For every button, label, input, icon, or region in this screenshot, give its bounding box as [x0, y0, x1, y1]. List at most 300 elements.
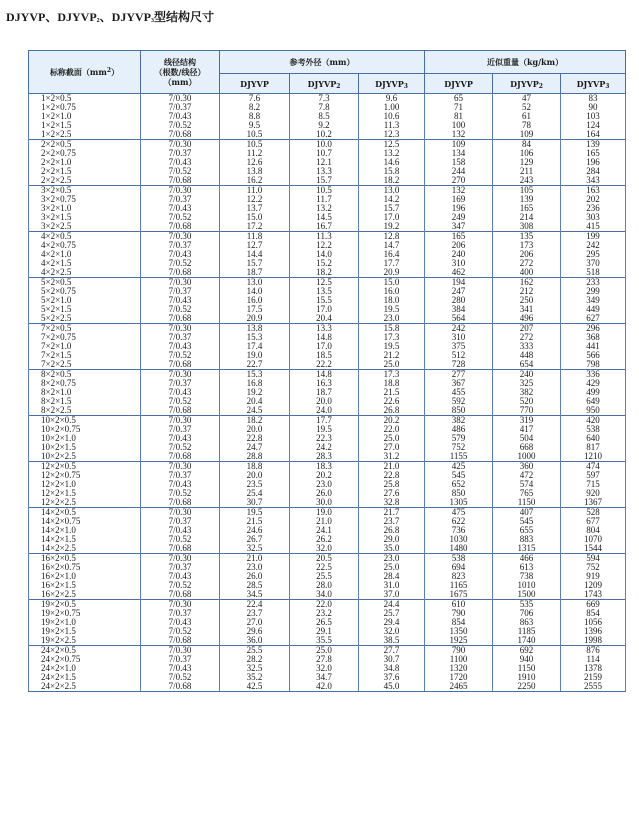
table-row: [29, 655, 626, 664]
cell-nominal-section: 12×2×0.75: [29, 471, 141, 480]
table-row: [29, 140, 626, 150]
table-row: [29, 360, 626, 370]
table-row: [29, 627, 626, 636]
cell-djyvp3-weight: 343: [561, 176, 626, 186]
cell-djyvp3-weight: 233: [561, 278, 626, 288]
cell-nominal-section: 1×2×2.5: [29, 130, 141, 140]
cell-djyvp-weight: 71: [425, 103, 493, 112]
cell-conductor-structure: 7/0.43: [141, 526, 220, 535]
table-row: [29, 213, 626, 222]
header-conductor-structure: [141, 51, 220, 94]
cell-djyvp2-weight: 1150: [493, 664, 561, 673]
table-row: [29, 195, 626, 204]
cell-djyvp2-weight: 466: [493, 554, 561, 564]
cell-djyvp2-weight: 1740: [493, 636, 561, 646]
cell-conductor-structure: 7/0.52: [141, 121, 220, 130]
cell-djyvp2-diameter: 25.5: [290, 572, 359, 581]
cell-conductor-structure: 7/0.52: [141, 443, 220, 452]
cell-djyvp2-diameter: 15.7: [290, 176, 359, 186]
cell-conductor-structure: 7/0.30: [141, 462, 220, 472]
cell-djyvp3-weight: 876: [561, 646, 626, 656]
cell-djyvp-diameter: 26.7: [220, 535, 290, 544]
cell-conductor-structure: 7/0.37: [141, 333, 220, 342]
cell-djyvp-weight: 242: [425, 324, 493, 334]
cell-conductor-structure: 7/0.52: [141, 489, 220, 498]
cell-djyvp2-weight: 668: [493, 443, 561, 452]
cell-djyvp3-weight: 474: [561, 462, 626, 472]
cell-djyvp2-diameter: 42.0: [290, 682, 359, 692]
cell-nominal-section: 10×2×2.5: [29, 452, 141, 462]
cell-nominal-section: 8×2×2.5: [29, 406, 141, 416]
cell-djyvp-weight: 462: [425, 268, 493, 278]
cell-djyvp-diameter: 12.6: [220, 158, 290, 167]
header-structure-line: （根数/线径）: [154, 67, 206, 77]
cell-djyvp3-weight: 919: [561, 572, 626, 581]
cell-djyvp-diameter: 20.9: [220, 314, 290, 324]
cell-djyvp2-diameter: 21.0: [290, 517, 359, 526]
cell-djyvp-diameter: 11.8: [220, 232, 290, 242]
cell-djyvp-diameter: 21.5: [220, 517, 290, 526]
cell-djyvp3-weight: 295: [561, 250, 626, 259]
cell-djyvp-diameter: 23.0: [220, 563, 290, 572]
cell-djyvp2-diameter: 14.8: [290, 333, 359, 342]
cell-djyvp2-diameter: 11.3: [290, 232, 359, 242]
cell-conductor-structure: 7/0.30: [141, 646, 220, 656]
cell-nominal-section: 3×2×1.0: [29, 204, 141, 213]
cell-djyvp-weight: 790: [425, 646, 493, 656]
cell-djyvp2-weight: 333: [493, 342, 561, 351]
cell-conductor-structure: 7/0.68: [141, 498, 220, 508]
cell-djyvp2-weight: 765: [493, 489, 561, 498]
table-row: [29, 462, 626, 472]
cell-djyvp2-weight: 655: [493, 526, 561, 535]
cell-djyvp2-diameter: 26.2: [290, 535, 359, 544]
cell-nominal-section: 12×2×1.5: [29, 489, 141, 498]
table-row: [29, 222, 626, 232]
cell-djyvp3-diameter: 21.7: [359, 508, 425, 518]
table-row: [29, 618, 626, 627]
cell-djyvp3-weight: 441: [561, 342, 626, 351]
cell-nominal-section: 19×2×1.0: [29, 618, 141, 627]
cell-conductor-structure: 7/0.43: [141, 296, 220, 305]
cell-djyvp3-diameter: 14.2: [359, 195, 425, 204]
cell-djyvp2-weight: 250: [493, 296, 561, 305]
cell-nominal-section: 7×2×0.75: [29, 333, 141, 342]
cell-djyvp2-diameter: 13.5: [290, 287, 359, 296]
table-row: [29, 186, 626, 196]
cell-nominal-section: 8×2×1.5: [29, 397, 141, 406]
table-row: [29, 480, 626, 489]
cell-djyvp2-diameter: 14.5: [290, 213, 359, 222]
cell-djyvp-weight: 1925: [425, 636, 493, 646]
cell-djyvp3-diameter: 29.0: [359, 535, 425, 544]
cell-conductor-structure: 7/0.68: [141, 452, 220, 462]
cell-conductor-structure: 7/0.52: [141, 305, 220, 314]
table-row: [29, 535, 626, 544]
cell-djyvp3-diameter: 9.6: [359, 94, 425, 104]
cell-nominal-section: 3×2×1.5: [29, 213, 141, 222]
cell-djyvp-diameter: 14.4: [220, 250, 290, 259]
cell-djyvp2-weight: 78: [493, 121, 561, 130]
cell-djyvp2-weight: 535: [493, 600, 561, 610]
cell-djyvp-weight: 610: [425, 600, 493, 610]
cell-djyvp3-diameter: 24.4: [359, 600, 425, 610]
cell-nominal-section: 5×2×2.5: [29, 314, 141, 324]
cell-djyvp2-weight: 940: [493, 655, 561, 664]
cell-conductor-structure: 7/0.43: [141, 204, 220, 213]
header-djyvp3-weight: $DJYVP_3$: [561, 74, 626, 94]
cell-djyvp2-diameter: 22.5: [290, 563, 359, 572]
cell-djyvp-diameter: 15.3: [220, 370, 290, 380]
cell-djyvp-weight: 244: [425, 167, 493, 176]
cell-djyvp2-diameter: 14.8: [290, 370, 359, 380]
table-row: [29, 130, 626, 140]
cell-nominal-section: 7×2×2.5: [29, 360, 141, 370]
cell-djyvp-diameter: 19.2: [220, 388, 290, 397]
cell-djyvp3-weight: 370: [561, 259, 626, 268]
cell-djyvp-diameter: 32.5: [220, 664, 290, 673]
cell-djyvp2-diameter: 32.0: [290, 544, 359, 554]
cell-conductor-structure: 7/0.43: [141, 342, 220, 351]
cell-nominal-section: 14×2×1.0: [29, 526, 141, 535]
cell-conductor-structure: 7/0.68: [141, 222, 220, 232]
table-row: [29, 489, 626, 498]
cell-djyvp2-weight: 417: [493, 425, 561, 434]
cell-conductor-structure: 7/0.30: [141, 416, 220, 426]
cell-djyvp3-diameter: 12.3: [359, 130, 425, 140]
cell-djyvp2-weight: 139: [493, 195, 561, 204]
cell-djyvp3-weight: 920: [561, 489, 626, 498]
table-row: [29, 508, 626, 518]
cell-djyvp2-weight: 308: [493, 222, 561, 232]
cell-djyvp-diameter: 34.5: [220, 590, 290, 600]
cell-djyvp-weight: 1030: [425, 535, 493, 544]
cell-djyvp3-weight: 499: [561, 388, 626, 397]
cell-djyvp3-diameter: 23.7: [359, 517, 425, 526]
cell-djyvp-weight: 280: [425, 296, 493, 305]
cell-djyvp-diameter: 8.8: [220, 112, 290, 121]
cell-djyvp3-weight: 139: [561, 140, 626, 150]
cell-djyvp-weight: 728: [425, 360, 493, 370]
cell-djyvp2-weight: 1500: [493, 590, 561, 600]
table-row: [29, 682, 626, 692]
cell-djyvp2-diameter: 32.0: [290, 664, 359, 673]
cell-nominal-section: 19×2×2.5: [29, 636, 141, 646]
cell-djyvp2-weight: 407: [493, 508, 561, 518]
cell-djyvp-diameter: 18.2: [220, 416, 290, 426]
cell-conductor-structure: 7/0.30: [141, 232, 220, 242]
cell-djyvp-diameter: 26.0: [220, 572, 290, 581]
cell-djyvp2-weight: 105: [493, 186, 561, 196]
cell-djyvp2-weight: 61: [493, 112, 561, 121]
cell-djyvp2-diameter: 29.1: [290, 627, 359, 636]
cell-conductor-structure: 7/0.43: [141, 434, 220, 443]
cell-djyvp-weight: 2465: [425, 682, 493, 692]
cell-djyvp-diameter: 17.2: [220, 222, 290, 232]
cell-djyvp-weight: 367: [425, 379, 493, 388]
table-row: [29, 600, 626, 610]
cell-djyvp3-diameter: 18.2: [359, 176, 425, 186]
header-djyvp3-diameter: $DJYVP_3$: [359, 74, 425, 94]
cell-djyvp2-weight: 1315: [493, 544, 561, 554]
cell-djyvp2-diameter: 17.7: [290, 416, 359, 426]
cell-djyvp-diameter: 36.0: [220, 636, 290, 646]
cell-djyvp-diameter: 17.4: [220, 342, 290, 351]
cell-djyvp2-diameter: 23.0: [290, 480, 359, 489]
table-row: [29, 498, 626, 508]
table-row: [29, 544, 626, 554]
table-row: [29, 167, 626, 176]
cell-conductor-structure: 7/0.30: [141, 94, 220, 104]
table-row: [29, 471, 626, 480]
cell-djyvp2-diameter: 19.0: [290, 508, 359, 518]
cell-djyvp2-weight: 448: [493, 351, 561, 360]
page-title: DJYVP、$DJYVP_2$、$DJYVP_3$型结构尺寸: [6, 10, 215, 24]
table-row: [29, 370, 626, 380]
cell-djyvp3-diameter: 32.8: [359, 498, 425, 508]
cell-nominal-section: 2×2×0.75: [29, 149, 141, 158]
cell-djyvp3-weight: 669: [561, 600, 626, 610]
cell-djyvp3-diameter: 15.8: [359, 324, 425, 334]
cell-djyvp3-weight: 528: [561, 508, 626, 518]
cell-djyvp3-diameter: 17.3: [359, 333, 425, 342]
cell-djyvp2-diameter: 20.5: [290, 554, 359, 564]
cell-conductor-structure: 7/0.52: [141, 167, 220, 176]
cell-djyvp3-diameter: 30.7: [359, 655, 425, 664]
cell-djyvp2-diameter: 13.3: [290, 167, 359, 176]
cell-djyvp3-diameter: 10.6: [359, 112, 425, 121]
cell-djyvp-weight: 579: [425, 434, 493, 443]
cell-djyvp-diameter: 20.0: [220, 425, 290, 434]
cell-djyvp3-weight: 1070: [561, 535, 626, 544]
cell-djyvp3-diameter: 31.2: [359, 452, 425, 462]
cell-djyvp3-weight: 296: [561, 324, 626, 334]
cell-djyvp2-diameter: 35.5: [290, 636, 359, 646]
cell-djyvp-weight: 165: [425, 232, 493, 242]
cell-djyvp3-diameter: 12.8: [359, 232, 425, 242]
cell-djyvp-weight: 270: [425, 176, 493, 186]
structure-dimensions-table: [28, 50, 626, 692]
cell-djyvp-weight: 1350: [425, 627, 493, 636]
cell-djyvp2-diameter: 12.2: [290, 241, 359, 250]
cell-conductor-structure: 7/0.37: [141, 195, 220, 204]
cell-conductor-structure: 7/0.52: [141, 259, 220, 268]
cell-nominal-section: 4×2×2.5: [29, 268, 141, 278]
cell-djyvp-weight: 240: [425, 250, 493, 259]
cell-nominal-section: 10×2×0.75: [29, 425, 141, 434]
cell-conductor-structure: 7/0.43: [141, 250, 220, 259]
table-row: [29, 103, 626, 112]
cell-djyvp3-weight: 336: [561, 370, 626, 380]
table-row: [29, 296, 626, 305]
cell-djyvp2-diameter: 10.2: [290, 130, 359, 140]
cell-conductor-structure: 7/0.37: [141, 563, 220, 572]
cell-djyvp2-weight: 1910: [493, 673, 561, 682]
cell-djyvp2-weight: 109: [493, 130, 561, 140]
cell-djyvp3-diameter: 19.5: [359, 305, 425, 314]
header-djyvp-weight: DJYVP: [425, 74, 493, 94]
cell-djyvp2-diameter: 15.5: [290, 296, 359, 305]
cell-conductor-structure: 7/0.37: [141, 379, 220, 388]
cell-djyvp3-weight: 368: [561, 333, 626, 342]
cell-djyvp3-diameter: 15.7: [359, 204, 425, 213]
cell-djyvp-diameter: 15.3: [220, 333, 290, 342]
cell-djyvp3-weight: 83: [561, 94, 626, 104]
cell-djyvp-weight: 196: [425, 204, 493, 213]
cell-djyvp3-weight: 640: [561, 434, 626, 443]
cell-nominal-section: 8×2×0.75: [29, 379, 141, 388]
cell-nominal-section: 24×2×0.5: [29, 646, 141, 656]
cell-nominal-section: 5×2×1.5: [29, 305, 141, 314]
cell-djyvp3-weight: 196: [561, 158, 626, 167]
cell-nominal-section: 16×2×1.0: [29, 572, 141, 581]
cell-nominal-section: 3×2×2.5: [29, 222, 141, 232]
cell-nominal-section: 5×2×1.0: [29, 296, 141, 305]
cell-djyvp2-weight: 214: [493, 213, 561, 222]
cell-djyvp3-diameter: 31.0: [359, 581, 425, 590]
cell-djyvp-diameter: 11.0: [220, 186, 290, 196]
table-row: [29, 204, 626, 213]
cell-nominal-section: 7×2×1.0: [29, 342, 141, 351]
cell-conductor-structure: 7/0.37: [141, 609, 220, 618]
cell-djyvp-diameter: 22.7: [220, 360, 290, 370]
cell-nominal-section: 4×2×0.75: [29, 241, 141, 250]
table-row: [29, 333, 626, 342]
cell-nominal-section: 10×2×1.0: [29, 434, 141, 443]
cell-djyvp3-weight: 2555: [561, 682, 626, 692]
cell-djyvp-weight: 1100: [425, 655, 493, 664]
cell-nominal-section: 8×2×1.0: [29, 388, 141, 397]
table-row: [29, 259, 626, 268]
cell-nominal-section: 2×2×1.0: [29, 158, 141, 167]
cell-djyvp2-weight: 1150: [493, 498, 561, 508]
cell-djyvp3-weight: 518: [561, 268, 626, 278]
cell-djyvp3-weight: 538: [561, 425, 626, 434]
cell-djyvp-weight: 81: [425, 112, 493, 121]
cell-djyvp-diameter: 32.5: [220, 544, 290, 554]
table-row: [29, 646, 626, 656]
cell-djyvp3-diameter: 27.6: [359, 489, 425, 498]
cell-djyvp2-diameter: 20.4: [290, 314, 359, 324]
cell-djyvp3-diameter: 37.0: [359, 590, 425, 600]
cell-conductor-structure: 7/0.37: [141, 241, 220, 250]
cell-djyvp-weight: 109: [425, 140, 493, 150]
cell-djyvp-weight: 694: [425, 563, 493, 572]
cell-djyvp2-diameter: 28.3: [290, 452, 359, 462]
cell-djyvp-diameter: 21.0: [220, 554, 290, 564]
cell-conductor-structure: 7/0.52: [141, 581, 220, 590]
table-row: [29, 609, 626, 618]
cell-djyvp3-weight: 163: [561, 186, 626, 196]
cell-nominal-section: 12×2×0.5: [29, 462, 141, 472]
cell-djyvp-weight: 850: [425, 489, 493, 498]
table-row: [29, 324, 626, 334]
cell-djyvp3-diameter: 25.0: [359, 360, 425, 370]
cell-djyvp-diameter: 15.7: [220, 259, 290, 268]
cell-djyvp-diameter: 19.0: [220, 351, 290, 360]
cell-djyvp-diameter: 13.7: [220, 204, 290, 213]
cell-djyvp-weight: 1675: [425, 590, 493, 600]
cell-nominal-section: 7×2×0.5: [29, 324, 141, 334]
cell-djyvp3-weight: 1378: [561, 664, 626, 673]
cell-djyvp3-weight: 1210: [561, 452, 626, 462]
cell-djyvp3-diameter: 17.0: [359, 213, 425, 222]
cell-djyvp-diameter: 12.7: [220, 241, 290, 250]
cell-djyvp3-diameter: 25.8: [359, 480, 425, 489]
cell-djyvp2-diameter: 12.1: [290, 158, 359, 167]
table-row: [29, 94, 626, 104]
cell-djyvp3-diameter: 23.0: [359, 314, 425, 324]
cell-djyvp-diameter: 28.8: [220, 452, 290, 462]
cell-djyvp-diameter: 13.8: [220, 324, 290, 334]
cell-djyvp2-diameter: 30.0: [290, 498, 359, 508]
cell-conductor-structure: 7/0.37: [141, 103, 220, 112]
cell-conductor-structure: 7/0.68: [141, 176, 220, 186]
table-row: [29, 581, 626, 590]
cell-djyvp3-diameter: 17.7: [359, 259, 425, 268]
cell-djyvp3-weight: 2159: [561, 673, 626, 682]
cell-djyvp3-weight: 817: [561, 443, 626, 452]
cell-djyvp-diameter: 29.6: [220, 627, 290, 636]
cell-djyvp3-diameter: 32.0: [359, 627, 425, 636]
cell-conductor-structure: 7/0.30: [141, 278, 220, 288]
cell-djyvp2-weight: 162: [493, 278, 561, 288]
cell-djyvp2-weight: 106: [493, 149, 561, 158]
cell-djyvp3-diameter: 21.2: [359, 351, 425, 360]
cell-djyvp2-weight: 400: [493, 268, 561, 278]
cell-nominal-section: 16×2×2.5: [29, 590, 141, 600]
cell-djyvp-diameter: 10.5: [220, 140, 290, 150]
cell-djyvp2-diameter: 24.1: [290, 526, 359, 535]
cell-djyvp-diameter: 20.0: [220, 471, 290, 480]
table-row: [29, 232, 626, 242]
cell-djyvp-weight: 425: [425, 462, 493, 472]
cell-nominal-section: 3×2×0.75: [29, 195, 141, 204]
cell-nominal-section: 5×2×0.5: [29, 278, 141, 288]
cell-conductor-structure: 7/0.43: [141, 664, 220, 673]
cell-djyvp-weight: 194: [425, 278, 493, 288]
cell-djyvp-weight: 347: [425, 222, 493, 232]
cell-nominal-section: 19×2×0.5: [29, 600, 141, 610]
table-row: [29, 241, 626, 250]
cell-djyvp-weight: 486: [425, 425, 493, 434]
cell-djyvp3-weight: 1056: [561, 618, 626, 627]
cell-djyvp-diameter: 12.2: [220, 195, 290, 204]
cell-nominal-section: 16×2×0.5: [29, 554, 141, 564]
cell-djyvp-weight: 384: [425, 305, 493, 314]
table-row: [29, 149, 626, 158]
cell-conductor-structure: 7/0.52: [141, 673, 220, 682]
table-row: [29, 176, 626, 186]
cell-conductor-structure: 7/0.68: [141, 314, 220, 324]
cell-djyvp-weight: 1720: [425, 673, 493, 682]
table-row: [29, 673, 626, 682]
cell-djyvp-diameter: 10.5: [220, 130, 290, 140]
cell-djyvp-weight: 134: [425, 149, 493, 158]
cell-djyvp3-diameter: 19.5: [359, 342, 425, 351]
cell-djyvp3-diameter: 29.4: [359, 618, 425, 627]
cell-djyvp-weight: 1165: [425, 581, 493, 590]
cell-conductor-structure: 7/0.30: [141, 508, 220, 518]
cell-djyvp3-weight: 165: [561, 149, 626, 158]
cell-conductor-structure: 7/0.68: [141, 544, 220, 554]
cell-nominal-section: 2×2×1.5: [29, 167, 141, 176]
table-row: [29, 158, 626, 167]
cell-djyvp2-weight: 341: [493, 305, 561, 314]
cell-nominal-section: 24×2×1.5: [29, 673, 141, 682]
cell-djyvp-diameter: 8.2: [220, 103, 290, 112]
cell-djyvp3-weight: 1396: [561, 627, 626, 636]
